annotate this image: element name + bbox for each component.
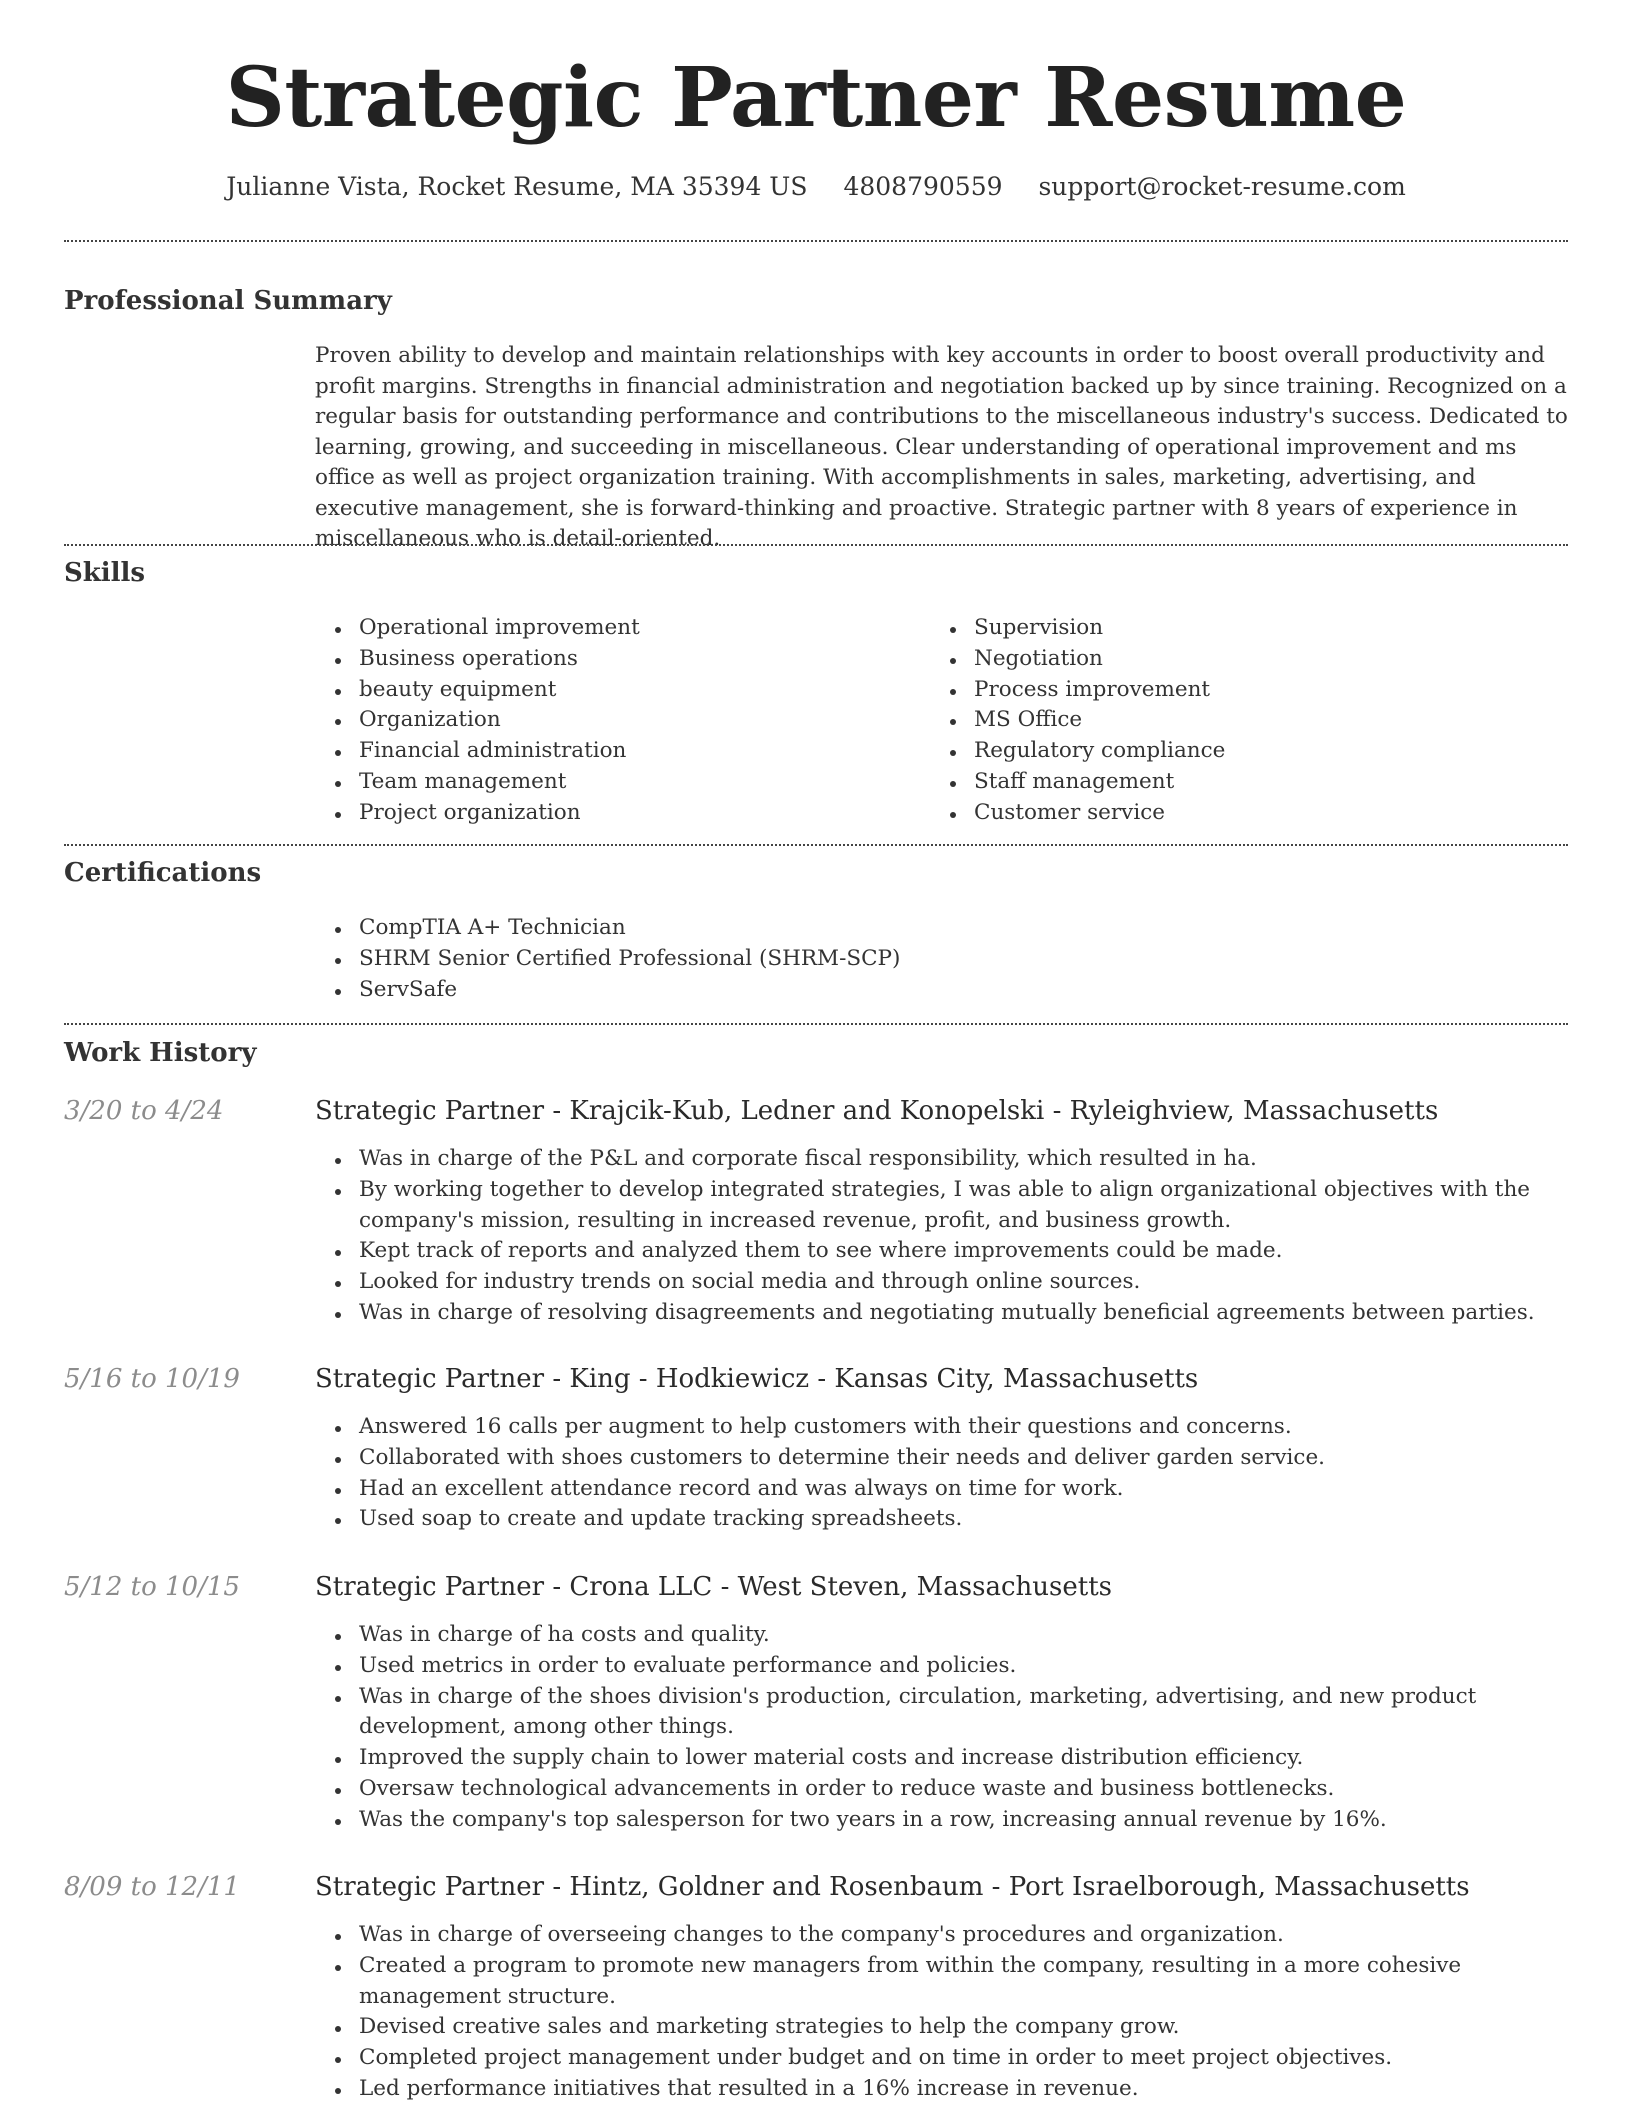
job-bullet: Devised creative sales and marketing strategies to help the company grow. bbox=[315, 2012, 1568, 2043]
job-dates: 5/16 to 10/19 bbox=[64, 1364, 240, 1394]
job-dates: 5/12 to 10/15 bbox=[64, 1572, 240, 1602]
skills-list-right bbox=[930, 613, 1530, 829]
job-title: Strategic Partner - Hintz, Goldner and Rosenbaum - Port Israelborough, Massachusetts bbox=[315, 1872, 1470, 1902]
work-history-heading: Work History bbox=[64, 1038, 257, 1068]
job-bullet: Created a program to promote new managers from within the company, resulting in a more cohesive management structure. bbox=[315, 1951, 1568, 2013]
summary-heading: Professional Summary bbox=[64, 286, 392, 316]
divider bbox=[64, 240, 1568, 242]
skill-item: Business operations bbox=[315, 644, 915, 675]
contact-email: support@rocket-resume.com bbox=[1038, 172, 1406, 201]
job-bullet: Was in charge of ha costs and quality. bbox=[315, 1620, 1568, 1651]
certifications-list bbox=[315, 913, 1568, 1005]
skill-item: Negotiation bbox=[930, 644, 1530, 675]
job-title: Strategic Partner - King - Hodkiewicz - Kansas City, Massachusetts bbox=[315, 1364, 1199, 1394]
job-bullet: Looked for industry trends on social media and through online sources. bbox=[315, 1267, 1568, 1298]
divider bbox=[64, 1023, 1568, 1025]
job-title: Strategic Partner - Krajcik-Kub, Ledner and Konopelski - Ryleighview, Massachusetts bbox=[315, 1096, 1439, 1126]
skill-item: Process improvement bbox=[930, 675, 1530, 706]
job-title: Strategic Partner - Crona LLC - West Steven, Massachusetts bbox=[315, 1572, 1112, 1602]
skill-item: Financial administration bbox=[315, 736, 915, 767]
job-bullet: Used soap to create and update tracking spreadsheets. bbox=[315, 1504, 1568, 1535]
job-bullet: Was the company's top salesperson for two years in a row, increasing annual revenue by 16%. bbox=[315, 1805, 1568, 1836]
skills-list-left bbox=[315, 613, 915, 829]
job-bullet: Completed project management under budget and on time in order to meet project objectives. bbox=[315, 2043, 1568, 2074]
certification-item: CompTIA A+ Technician bbox=[315, 913, 1568, 944]
job-bullets bbox=[315, 1920, 1568, 2105]
job-bullet: Led performance initiatives that resulted in a 16% increase in revenue. bbox=[315, 2074, 1568, 2105]
job-dates: 3/20 to 4/24 bbox=[64, 1096, 224, 1126]
divider bbox=[64, 844, 1568, 846]
job-dates: 8/09 to 12/11 bbox=[64, 1872, 240, 1902]
summary-text: Proven ability to develop and maintain relationships with key accounts in order to boost overall productivity and profit margins. Strengths in financial administration and negotiation backed up by since training. Recognized on a regular basis for outstanding performance and contributions to the miscellaneous industry's success. Dedicated to learning, growing, and succeeding in miscellaneous. Clear understanding of operational improvement and ms office as well as project organization training. With accomplishments in sales, marketing, advertising, and executive management, she is forward-thinking and proactive. Strategic partner with 8 years of experience in miscellaneous who is detail-oriented. bbox=[315, 343, 1568, 551]
job-bullet: Kept track of reports and analyzed them to see where improvements could be made. bbox=[315, 1236, 1568, 1267]
resume-title: Strategic Partner Resume bbox=[225, 50, 1407, 146]
certifications-heading: Certifications bbox=[64, 858, 262, 888]
job-bullet: Was in charge of resolving disagreements and negotiating mutually beneficial agreements between parties. bbox=[315, 1298, 1568, 1329]
certification-item: ServSafe bbox=[315, 975, 1568, 1006]
skill-item: Regulatory compliance bbox=[930, 736, 1530, 767]
skill-item: Customer service bbox=[930, 798, 1530, 829]
job-bullet: Was in charge of overseeing changes to the company's procedures and organization. bbox=[315, 1920, 1568, 1951]
contact-line bbox=[0, 170, 1632, 204]
skill-item: Project organization bbox=[315, 798, 915, 829]
contact-phone: 4808790559 bbox=[843, 172, 1003, 201]
skill-item: Team management bbox=[315, 767, 915, 798]
job-bullet: By working together to develop integrated strategies, I was able to align organizational objectives with the company's mission, resulting in increased revenue, profit, and business growth. bbox=[315, 1175, 1568, 1237]
job-bullets bbox=[315, 1412, 1568, 1535]
job-bullet: Was in charge of the shoes division's production, circulation, marketing, advertising, and new product development, among other things. bbox=[315, 1682, 1568, 1744]
job-bullet: Was in charge of the P&L and corporate fiscal responsibility, which resulted in ha. bbox=[315, 1144, 1568, 1175]
job-bullets bbox=[315, 1144, 1568, 1329]
job-bullet: Oversaw technological advancements in order to reduce waste and business bottlenecks. bbox=[315, 1774, 1568, 1805]
job-bullet: Had an excellent attendance record and was always on time for work. bbox=[315, 1474, 1568, 1505]
job-bullet: Used metrics in order to evaluate performance and policies. bbox=[315, 1651, 1568, 1682]
skill-item: MS Office bbox=[930, 705, 1530, 736]
contact-address: Julianne Vista, Rocket Resume, MA 35394 US bbox=[226, 172, 808, 201]
skill-item: Operational improvement bbox=[315, 613, 915, 644]
skill-item: beauty equipment bbox=[315, 675, 915, 706]
skill-item: Staff management bbox=[930, 767, 1530, 798]
job-bullet: Improved the supply chain to lower material costs and increase distribution efficiency. bbox=[315, 1743, 1568, 1774]
certification-item: SHRM Senior Certified Professional (SHRM-SCP) bbox=[315, 944, 1568, 975]
job-bullet: Answered 16 calls per augment to help customers with their questions and concerns. bbox=[315, 1412, 1568, 1443]
divider bbox=[64, 544, 1568, 546]
skill-item: Supervision bbox=[930, 613, 1530, 644]
skill-item: Organization bbox=[315, 705, 915, 736]
skills-heading: Skills bbox=[64, 558, 146, 588]
job-bullet: Collaborated with shoes customers to determine their needs and deliver garden service. bbox=[315, 1443, 1568, 1474]
job-bullets bbox=[315, 1620, 1568, 1836]
